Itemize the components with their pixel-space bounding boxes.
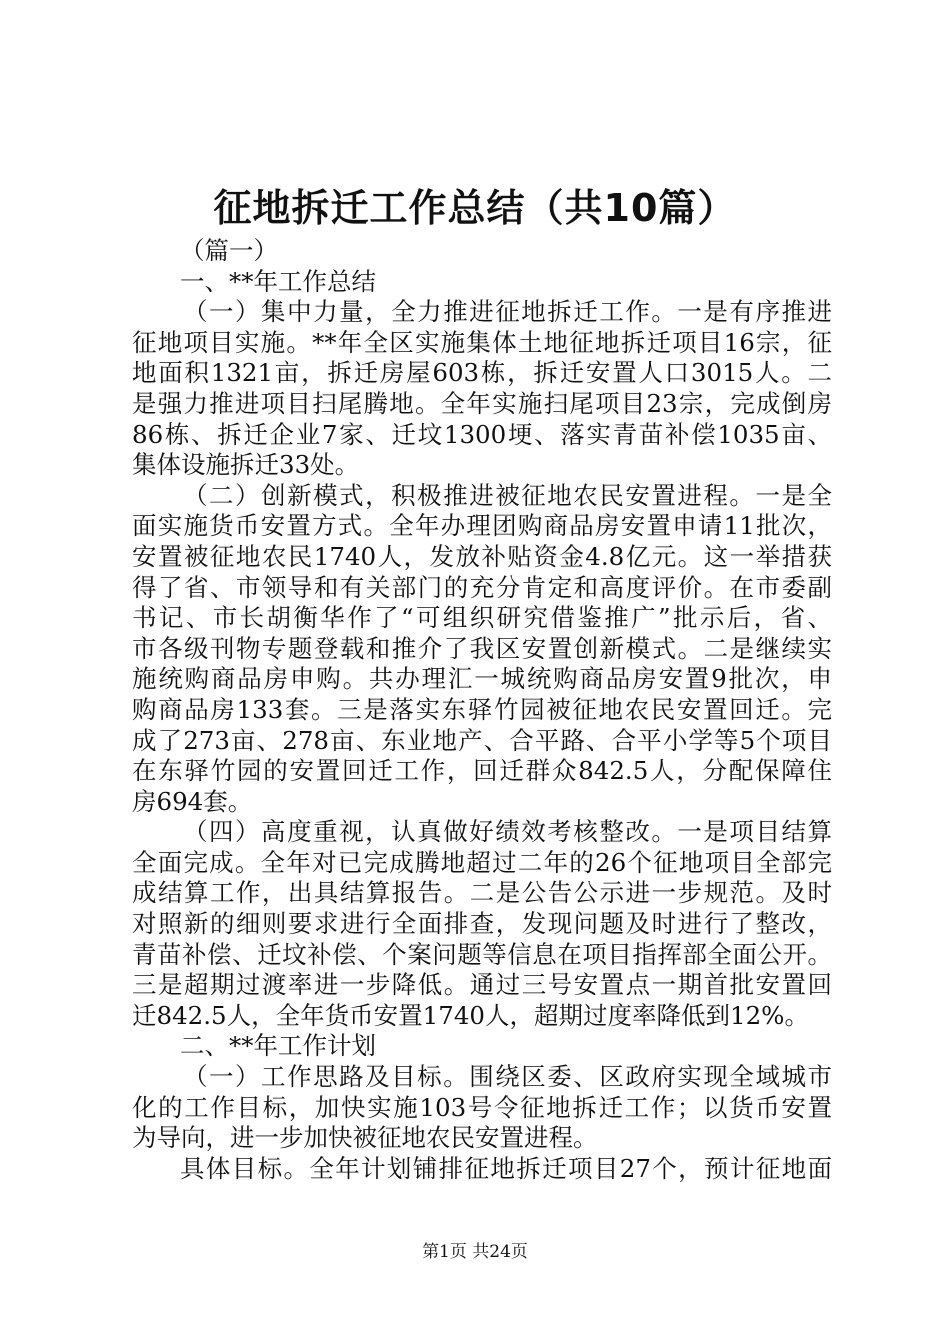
paragraph-line: 面实施货币安置方式。全年办理团购商品房安置申请11批次， [132,511,832,541]
paragraph-line: 市各级刊物专题登载和推介了我区安置创新模式。二是继续实 [132,633,832,663]
paragraph-line: 购商品房133套。三是落实东驿竹园被征地农民安置回迁。完 [132,694,832,724]
paragraph-line: 得了省、市领导和有关部门的充分肯定和高度评价。在市委副 [132,572,832,602]
document-body [132,236,832,1184]
paragraph-line: 是强力推进项目扫尾腾地。全年实施扫尾项目23宗，完成倒房 [132,388,832,418]
page-footer: 第1页 共24页 [422,1242,528,1262]
heading: 一、**年工作总结 [180,266,376,296]
heading: 二、**年工作计划 [180,1031,376,1061]
paragraph-line: （一）工作思路及目标。围绕区委、区政府实现全域城市 [183,1062,832,1092]
paragraph-line: 集体设施拆迁33处。 [132,450,360,480]
paragraph-line: 具体目标。全年计划铺排征地拆迁项目27个，预计征地面 [180,1153,832,1183]
paragraph-line: 三是超期过渡率进一步降低。通过三号安置点一期首批安置回 [132,970,832,1000]
paragraph-line: 在东驿竹园的安置回迁工作，回迁群众842.5人，分配保障住 [132,756,832,786]
paragraph-line: 施统购商品房申购。共办理汇一城统购商品房安置9批次，申 [132,664,832,694]
paragraph-line: 安置被征地农民1740人，发放补贴资金4.8亿元。这一举措获 [132,541,832,571]
paragraph-line: （二）创新模式，积极推进被征地农民安置进程。一是全 [183,480,832,510]
paragraph-line: （一）集中力量，全力推进征地拆迁工作。一是有序推进 [183,297,832,327]
paragraph-line: 征地项目实施。**年全区实施集体土地征地拆迁项目16宗，征 [132,327,832,357]
paragraph-line: 书记、市长胡衡华作了“可组织研究借鉴推广”批示后，省、 [132,603,832,633]
paragraph-line: 迁842.5人，全年货币安置1740人，超期过度率降低到12%。 [132,1000,809,1030]
paragraph-line: 全面完成。全年对已完成腾地超过二年的26个征地项目全部完 [132,847,832,877]
paragraph-line: 对照新的细则要求进行全面排查，发现问题及时进行了整改， [132,909,832,939]
paragraph-line: 房694套。 [132,786,253,816]
paragraph-line: 青苗补偿、迁坟补偿、个案问题等信息在项目指挥部全面公开。 [132,939,832,969]
section-label: （篇一） [180,236,278,265]
paragraph-line: 地面积1321亩，拆迁房屋603栋，拆迁安置人口3015人。二 [132,358,832,388]
paragraph-line: 化的工作目标，加快实施103号令征地拆迁工作；以货币安置 [132,1092,832,1122]
paragraph-line: 成结算工作，出具结算报告。二是公告公示进一步规范。及时 [132,878,832,908]
paragraph-line: 86栋、拆迁企业7家、迁坟1300埂、落实青苗补偿1035亩、 [132,419,832,449]
document-title: 征地拆迁工作总结（共10篇） [213,186,737,230]
paragraph-line: （四）高度重视，认真做好绩效考核整改。一是项目结算 [183,817,832,847]
paragraph-line: 成了273亩、278亩、东业地产、合平路、合平小学等5个项目 [132,725,832,755]
paragraph-line: 为导向，进一步加快被征地农民安置进程。 [132,1123,598,1153]
